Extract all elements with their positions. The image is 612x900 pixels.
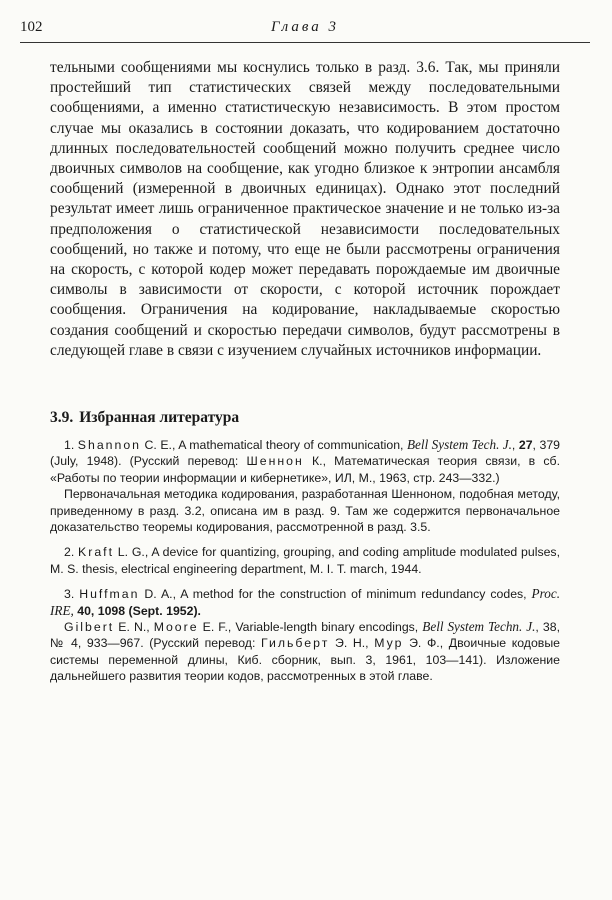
reference-list xyxy=(50,437,560,685)
reference-author: Kraft xyxy=(78,545,115,560)
reference-journal: Proc. IRE, xyxy=(50,586,560,618)
body-text xyxy=(50,58,560,361)
page-header xyxy=(20,19,590,39)
section-heading xyxy=(50,409,239,427)
header-rule xyxy=(20,42,590,43)
reference-author: Shannon xyxy=(77,438,142,452)
reference-item: 1. Shannon C. E., A mathematical theory of communication, Bell System Tech. J., 27, 379 (July, 1948). (Русский перевод: Шеннон К., Математическая теория связи, в сб. «Работы по теории информации и кибернетике», ИЛ, М., 1963, стр. 243—332.) xyxy=(50,437,560,485)
reference-item: 3. Huffman D. A., A method for the construction of minimum redundancy codes, Proc. IRE, 40, 1098 (Sept. 1952). xyxy=(50,586,560,618)
running-head: Глава 3 xyxy=(270,19,340,35)
section-title: Избранная литература xyxy=(79,409,240,426)
reference-item: Gilbert E. N., Moore E. F., Variable-length binary encodings, Bell System Techn. J., 38, № 4, 933—967. (Русский перевод: Гильберт Э. Н., Мур Э. Ф., Двоичные кодовые системы переменной длины, Киб. сборник, вып. 3, 1961, 103—141). Изложение дальнейшего развития теории кодов, рассмотренных в этой главе. xyxy=(50,619,561,684)
page-number: 102 xyxy=(20,19,43,35)
body-paragraph: тельными сообщениями мы коснулись только в разд. 3.6. Так, мы приняли простейший тип статистических связей между последовательными сообщениями, а именно статистическую независимость. В этом простом случае мы оказались в состоянии доказать, что кодированием достаточно длинных последовательностей сообщений можно получить среднее число двоичных символов на сообщение, как угодно близкое к энтропии ансамбля сообщений (измеренной в двоичных единицах). Однако этот последний результат имеет лишь ограниченное практическое значение и не только из-за предположения о статистической независимости последовательных сообщений, но также и потому, что еще не были рассмотрены ограничения на скорость, с которой кодер может передавать порождаемые им двоичные символы в зависимости от скорости, с которой источник порождает сообщения. Ограничения на кодирование, накладываемые скоростью создания сообщений и скоростью передачи символов, будут рассмотрены в следующей главе в связи с изучением случайных источников информации. xyxy=(50,59,560,359)
reference-author: Gilbert xyxy=(64,620,115,635)
reference-item: 2. Kraft L. G., A device for quantizing, grouping, and coding amplitude modulated pulses, M. S. thesis, electrical engineering department, M. I. T. march, 1944. xyxy=(50,545,560,576)
reference-author: Huffman xyxy=(79,587,140,602)
section-number: 3.9. xyxy=(50,409,74,426)
reference-note: Первоначальная методика кодирования, разработанная Шенноном, подобная методу, приведенному в разд. 3.2, описана им в разд. 9. Там же содержится первоначальное доказательство теоремы кодирования, рассмотренной в разд. 3.5. xyxy=(50,487,560,535)
reference-journal: Bell System Techn. J. xyxy=(422,619,536,635)
reference-journal: Bell System Tech. J. xyxy=(407,437,512,452)
